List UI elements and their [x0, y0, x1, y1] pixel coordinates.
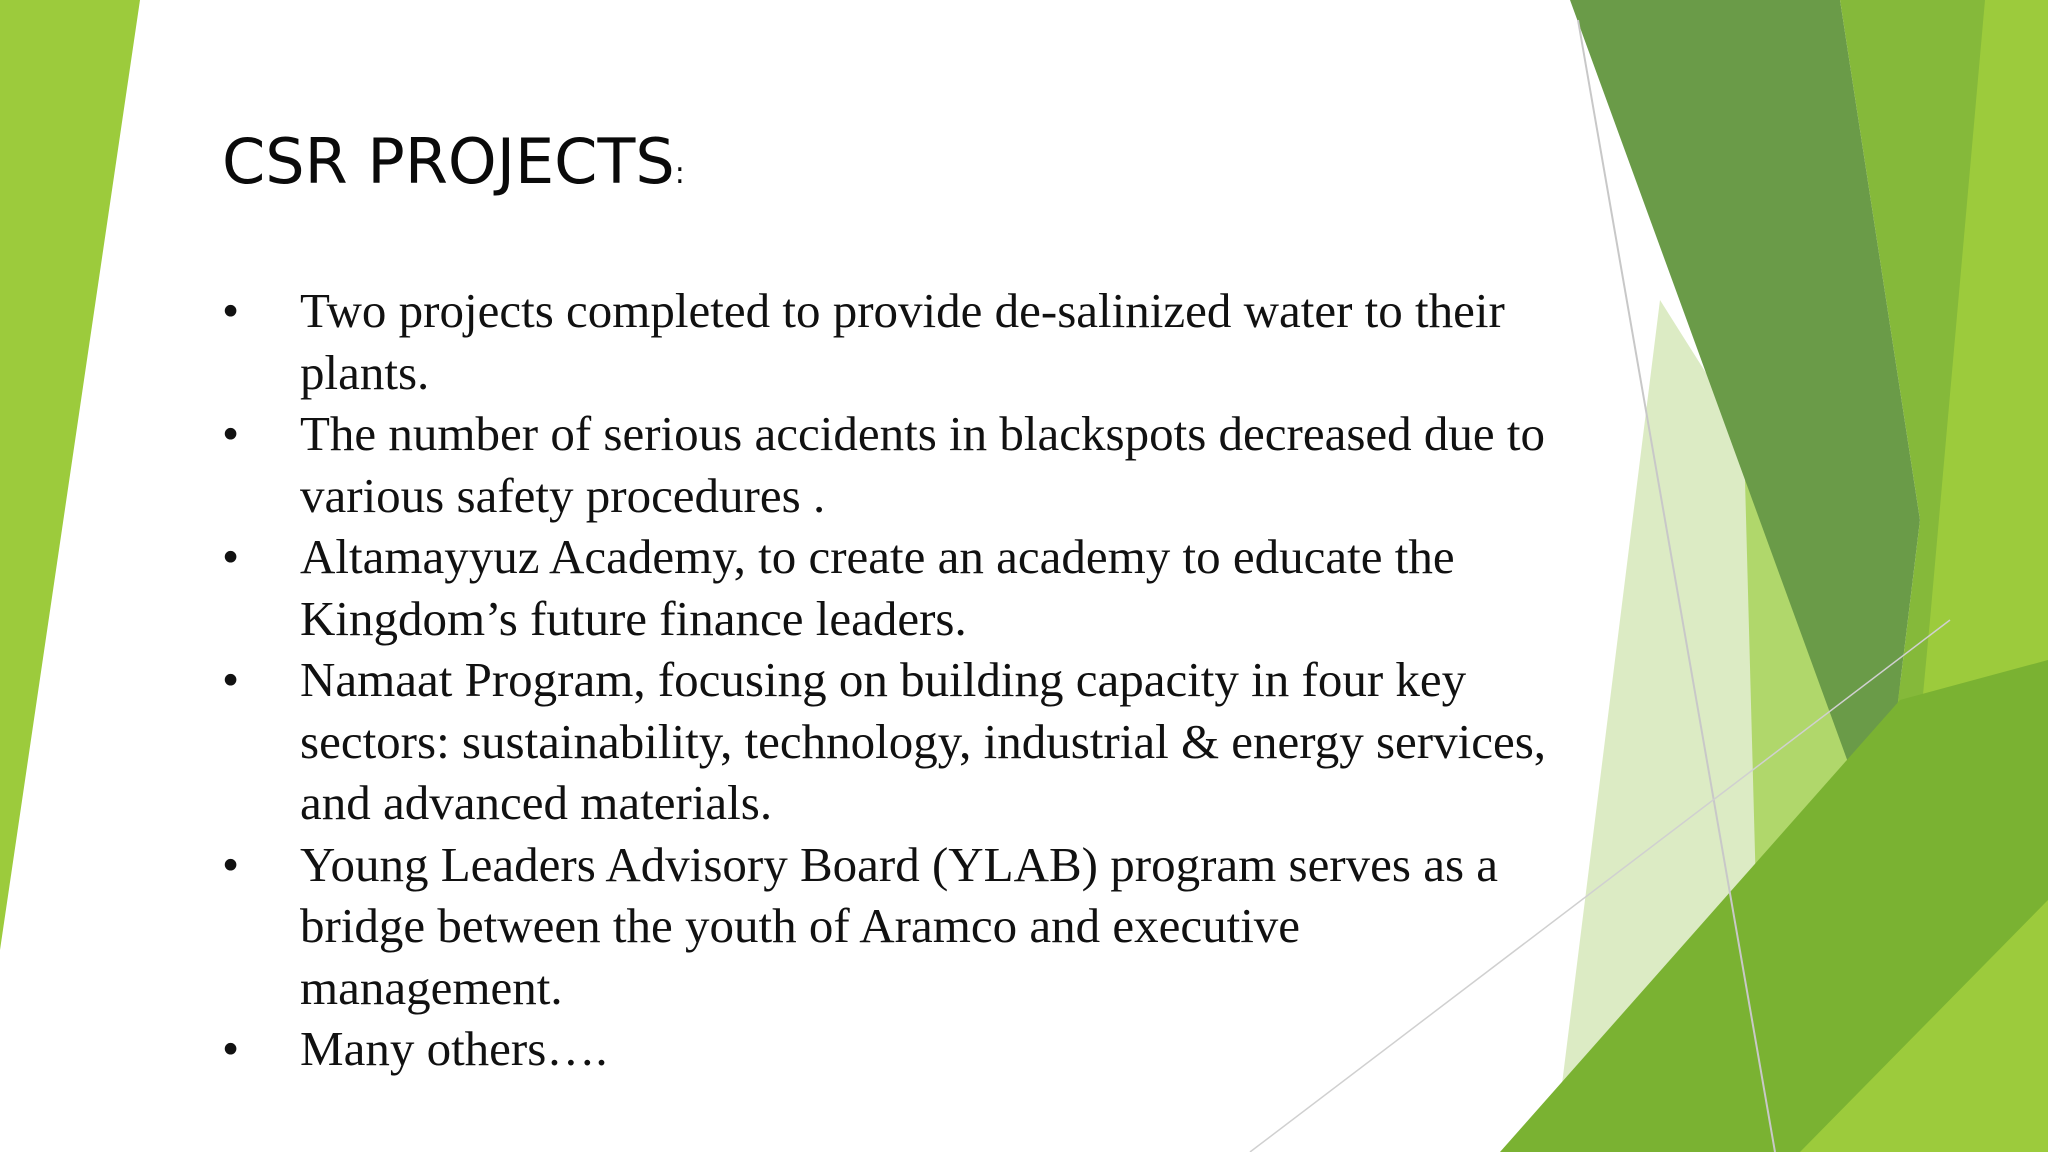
bullet-item	[222, 1018, 1552, 1080]
bullet-text: Many others….	[300, 1021, 608, 1076]
bullet-item	[222, 280, 1552, 403]
bullet-marker: •	[222, 406, 240, 461]
bullet-marker: •	[222, 836, 240, 892]
bullet-marker: •	[222, 283, 240, 338]
bullet-text: Young Leaders Advisory Board (YLAB) program serves as a bridge between the youth of Aramco and executive management.	[300, 836, 1499, 1015]
left-green-shape	[0, 0, 140, 950]
bullet-list	[222, 280, 1552, 1080]
slide-title-colon: :	[674, 156, 685, 191]
bullet-text: Namaat Program, focusing on building capacity in four key sectors: sustainability, technology, industrial & energy services, and advanced materials.	[300, 652, 1547, 830]
bullet-item	[222, 403, 1552, 526]
slide-title	[222, 125, 685, 198]
bullet-text: Two projects completed to provide de-salinized water to their plants.	[300, 283, 1505, 400]
slide-title-text: CSR PROJECTS	[222, 125, 675, 198]
bullet-marker: •	[222, 1021, 240, 1076]
bullet-item	[222, 526, 1552, 649]
bullet-item	[222, 834, 1552, 1019]
bullet-text: Altamayyuz Academy, to create an academy to educate the Kingdom’s future finance leaders.	[300, 529, 1455, 646]
bullet-marker: •	[222, 529, 240, 584]
bullet-text: The number of serious accidents in blackspots decreased due to various safety procedures .	[300, 406, 1546, 523]
bullet-marker: •	[222, 652, 240, 707]
bullet-item	[222, 649, 1552, 834]
